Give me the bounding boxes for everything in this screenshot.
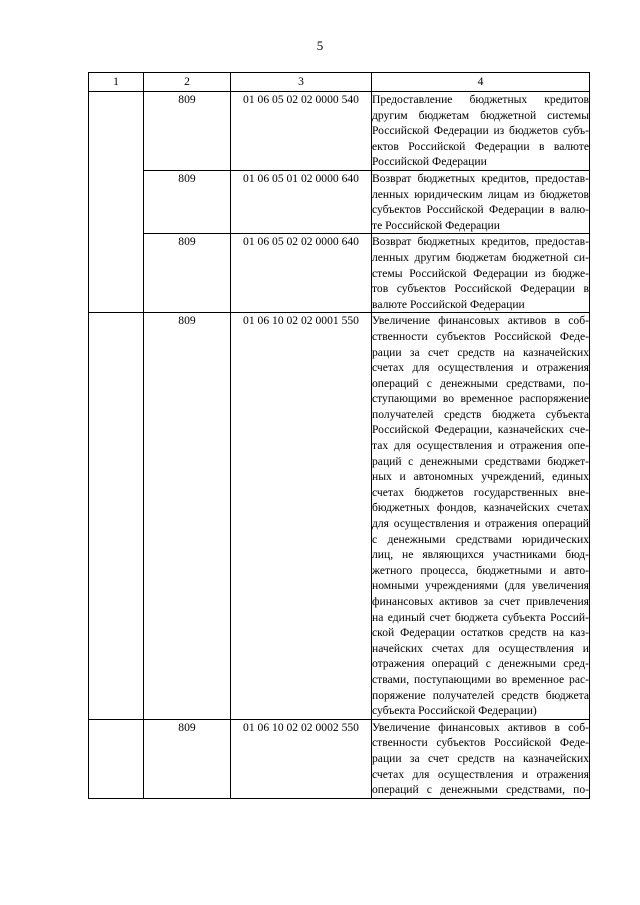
kbk-code-cell: 01 06 05 02 02 0000 540 xyxy=(231,92,372,171)
description-cell xyxy=(372,234,590,313)
table-row xyxy=(89,313,590,719)
header-col-1: 1 xyxy=(89,73,144,92)
description-line: раций с денежными средствами бюджет- xyxy=(372,454,589,468)
description-line: ных и автономных учреждений, единых xyxy=(372,470,589,484)
description-cell xyxy=(372,719,590,798)
admin-code-cell: 809 xyxy=(144,92,231,171)
description-line: Российской Федерации из бюджетов субъ- xyxy=(372,124,589,138)
description-cell xyxy=(372,92,590,171)
description-line: ственности субъектов Российской Феде- xyxy=(372,736,589,750)
description-line: Российской Федерации, казначейских сче- xyxy=(372,423,589,437)
description-line: те Российской Федерации xyxy=(372,218,500,232)
merged-group-cell xyxy=(89,719,144,798)
description-line: Увеличение финансовых активов в соб- xyxy=(372,314,589,328)
header-col-2: 2 xyxy=(144,73,231,92)
description-line: ствами, поступающими во временное рас- xyxy=(372,672,589,686)
header-col-3: 3 xyxy=(231,73,372,92)
description-line: субъектов Российской Федерации в валю- xyxy=(372,203,589,217)
description-line: Российской Федерации xyxy=(372,155,487,169)
budget-sources-table xyxy=(88,72,590,799)
table-row xyxy=(89,234,590,313)
description-cell xyxy=(372,170,590,233)
admin-code-cell: 809 xyxy=(144,234,231,313)
description-line: счетах бюджетов государственных вне- xyxy=(372,485,589,499)
description-line: ленных другим бюджетам бюджетной си- xyxy=(372,250,589,264)
description-line: стемы Российской Федерации из бюдже- xyxy=(372,266,589,280)
merged-group-cell xyxy=(89,92,144,313)
description-line: начейских счетах для осуществления и xyxy=(372,641,589,655)
description-line: рации за счет средств на казначейских xyxy=(372,345,589,359)
description-line: ской Федерации остатков средств на каз- xyxy=(372,626,589,640)
description-line: рации за счет средств на казначейских xyxy=(372,751,589,765)
description-line: валюте Российской Федерации xyxy=(372,297,525,311)
kbk-code-cell: 01 06 05 02 02 0000 640 xyxy=(231,234,372,313)
description-line: номными учреждениями (для увеличения xyxy=(372,579,589,593)
description-line: поряжение получателей средств бюджета xyxy=(372,688,589,702)
header-col-4: 4 xyxy=(372,73,590,92)
admin-code-cell: 809 xyxy=(144,313,231,719)
description-line: операций с денежными средствами, по- xyxy=(372,783,589,797)
description-line: жетного процесса, бюджетными и авто- xyxy=(372,563,589,577)
description-line: другим бюджетам бюджетной системы xyxy=(372,108,589,122)
description-line: бюджетных фондов, казначейских счетах xyxy=(372,501,589,515)
table-header-row xyxy=(89,73,590,92)
description-line: ступающими во временное распоряжение xyxy=(372,392,589,406)
description-line: тах для осуществления и отражения опе- xyxy=(372,439,589,453)
table-row xyxy=(89,719,590,798)
merged-group-cell xyxy=(89,313,144,719)
table-row xyxy=(89,92,590,171)
description-line: получателей средств бюджета субъекта xyxy=(372,407,589,421)
description-line: Предоставление бюджетных кредитов xyxy=(372,93,589,106)
description-cell xyxy=(372,313,590,719)
description-line: тов субъектов Российской Федерации в xyxy=(372,282,589,296)
description-line: субъекта Российской Федерации) xyxy=(372,704,537,718)
description-line: ленных юридическим лицам из бюджетов xyxy=(372,187,589,201)
admin-code-cell: 809 xyxy=(144,719,231,798)
kbk-code-cell: 01 06 10 02 02 0002 550 xyxy=(231,719,372,798)
description-line: для осуществления и отражения операций xyxy=(372,517,589,531)
description-line: лиц, не являющихся участниками бюд- xyxy=(372,548,589,562)
table-row xyxy=(89,170,590,233)
kbk-code-cell: 01 06 05 01 02 0000 640 xyxy=(231,170,372,233)
description-line: отражения операций с денежными сред- xyxy=(372,657,589,671)
description-line: ственности субъектов Российской Феде- xyxy=(372,329,589,343)
kbk-code-cell: 01 06 10 02 02 0001 550 xyxy=(231,313,372,719)
description-line: на единый счет бюджета субъекта Россий- xyxy=(372,610,589,624)
description-line: с денежными средствами юридических xyxy=(372,532,589,546)
description-line: счетах для осуществления и отражения xyxy=(372,767,589,781)
description-line: финансовых активов за счет привлечения xyxy=(372,595,589,608)
description-line: Возврат бюджетных кредитов, предостав- xyxy=(372,235,589,249)
page-number: 5 xyxy=(316,38,324,53)
description-line: Возврат бюджетных кредитов, предостав- xyxy=(372,171,589,185)
description-line: Увеличение финансовых активов в соб- xyxy=(372,720,589,734)
description-line: операций с денежными средствами, по- xyxy=(372,376,589,390)
admin-code-cell: 809 xyxy=(144,170,231,233)
description-line: ектов Российской Федерации в валюте xyxy=(372,139,589,153)
description-line: счетах для осуществления и отражения xyxy=(372,361,589,375)
